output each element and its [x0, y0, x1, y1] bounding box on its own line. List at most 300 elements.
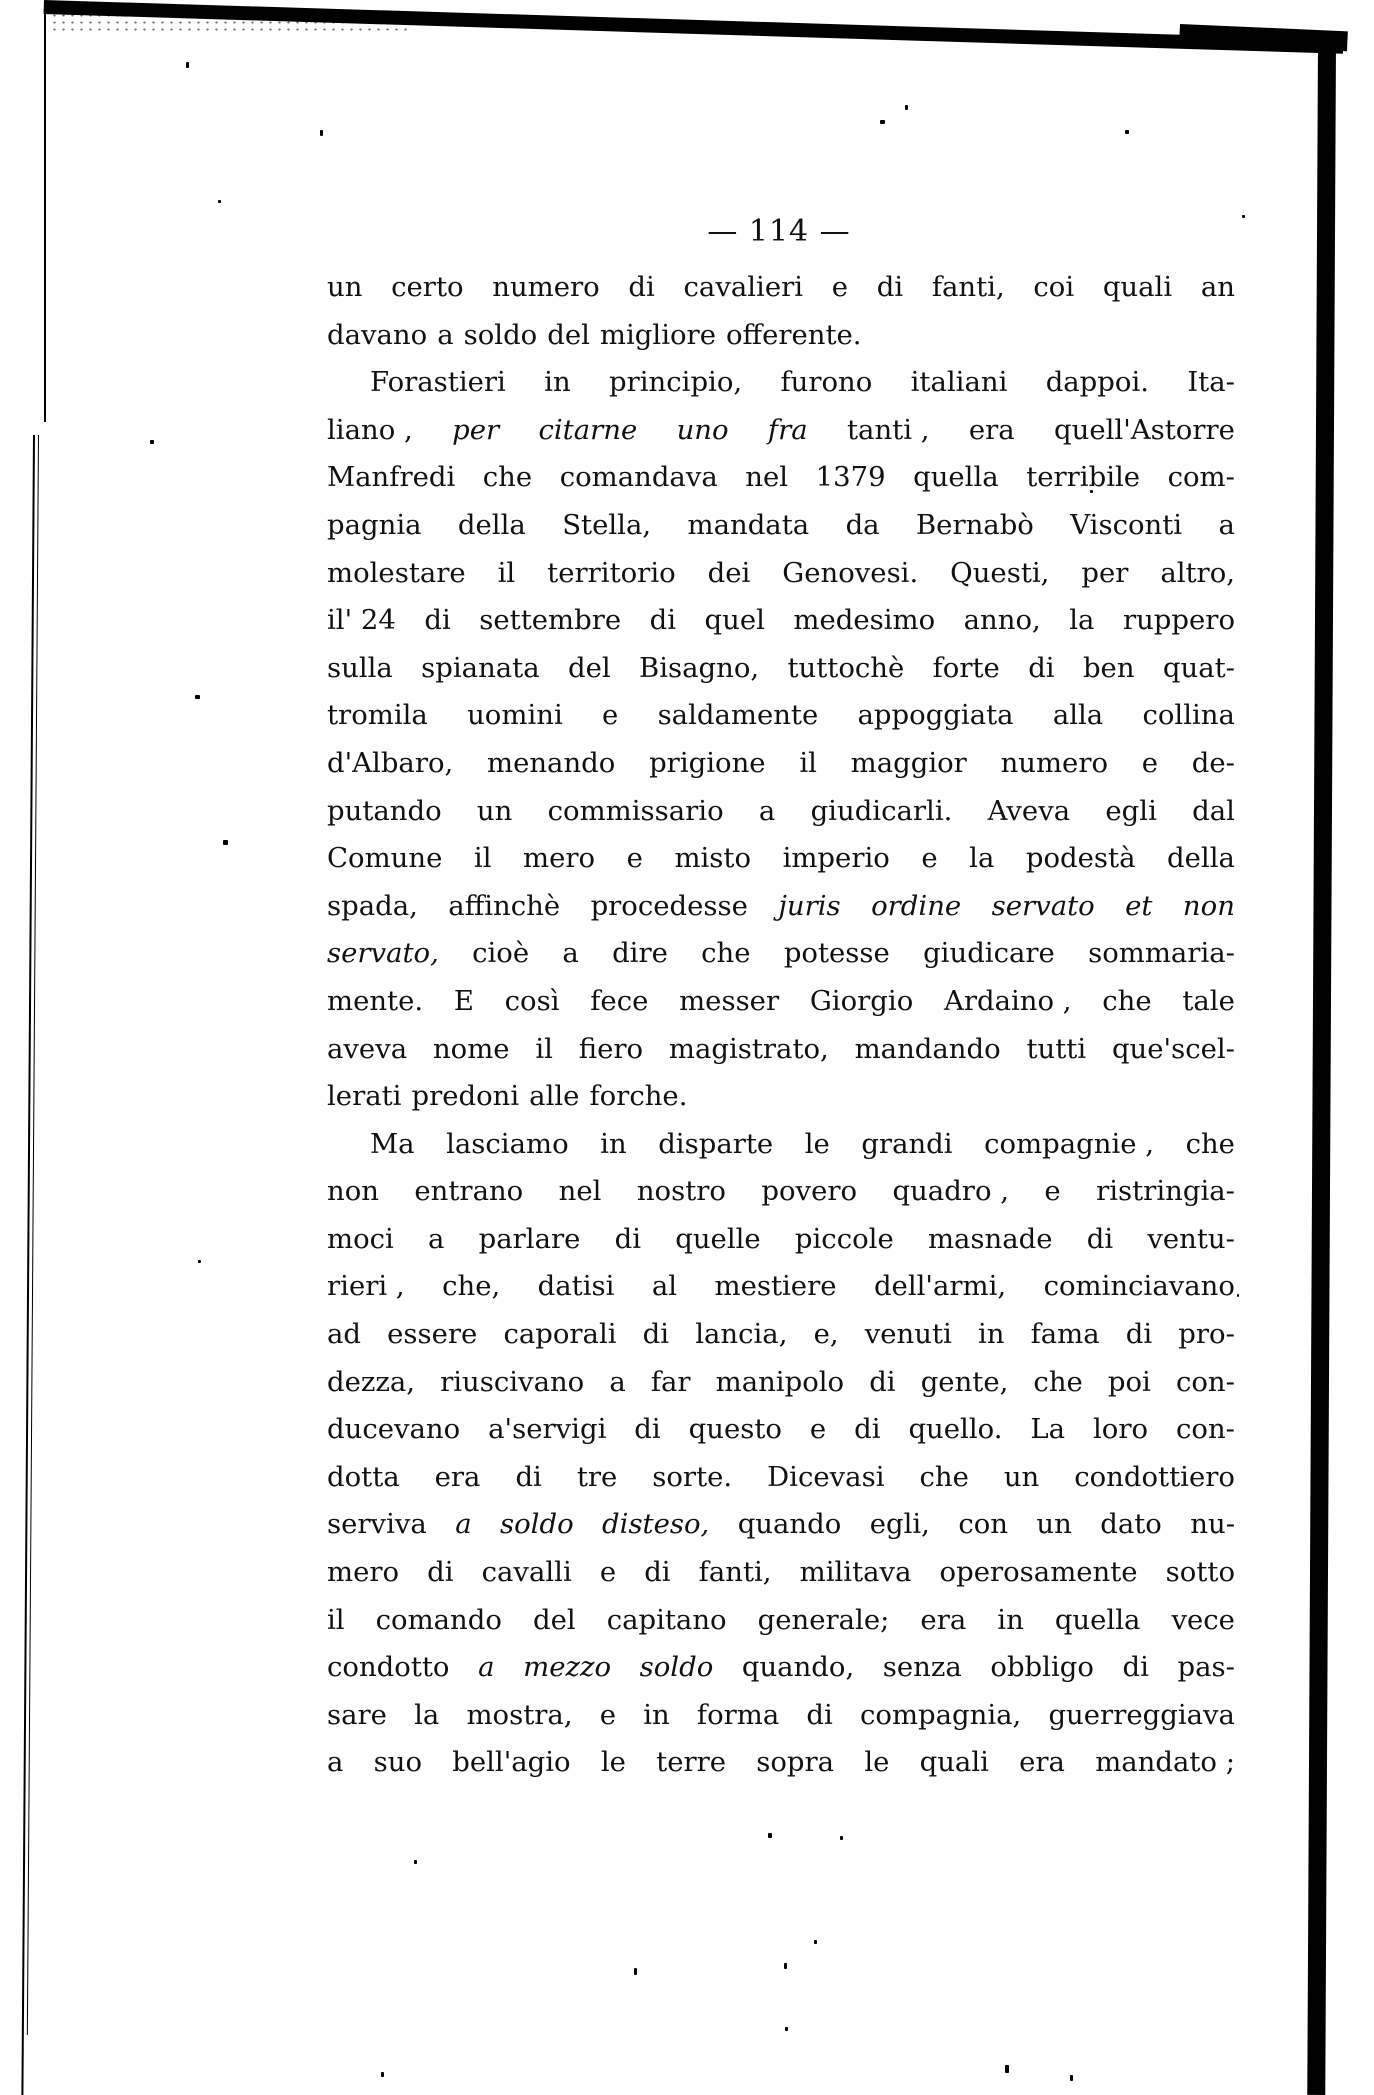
word: lancia,: [695, 1318, 788, 1351]
word: pas-: [1177, 1651, 1235, 1684]
text-line: [327, 454, 1235, 502]
word: cavalieri: [683, 271, 804, 303]
word: Visconti: [1070, 508, 1183, 541]
word: in: [997, 1603, 1024, 1636]
word: con-: [1175, 1365, 1235, 1398]
word: nostro: [636, 1175, 726, 1208]
word: mostra,: [466, 1698, 573, 1731]
word: tanti ,: [847, 413, 930, 446]
text-line: [327, 788, 1235, 836]
word: e: [809, 1413, 827, 1446]
word: com-: [1167, 461, 1235, 494]
word: tromila: [327, 699, 428, 732]
word: loro: [1093, 1413, 1149, 1446]
word: dato: [1100, 1508, 1162, 1541]
word: a: [455, 1508, 472, 1541]
word: di: [644, 1556, 671, 1589]
word: settembre: [479, 604, 622, 637]
word: che,: [442, 1270, 501, 1303]
word: disparte: [658, 1127, 774, 1160]
word: ad: [327, 1318, 361, 1351]
word: Genovesi.: [782, 556, 919, 589]
word: Ita-: [1187, 366, 1235, 399]
word: sotto: [1165, 1556, 1235, 1589]
word: commissario: [547, 794, 724, 827]
word: tuttochè: [787, 651, 905, 684]
word: servato,: [327, 937, 439, 970]
text-line: [327, 692, 1235, 740]
text-line: [327, 1026, 1235, 1074]
word: vece: [1171, 1603, 1235, 1636]
word: certo: [391, 271, 464, 303]
word: era: [1019, 1746, 1065, 1779]
word: disteso,: [602, 1508, 710, 1541]
word: a: [758, 794, 776, 827]
text-line: [327, 1739, 1235, 1787]
word: era: [968, 413, 1015, 446]
word: guerreggiava: [1048, 1698, 1235, 1731]
word: quel: [704, 604, 765, 637]
word: il: [473, 842, 492, 875]
word: quali: [1102, 271, 1173, 303]
scan-speck: [1237, 1294, 1239, 1297]
word: forche.: [589, 1080, 688, 1113]
scan-speck: [1005, 2065, 1009, 2073]
word: dei: [707, 556, 751, 589]
word: an: [1200, 271, 1235, 303]
word: Forastieri: [370, 366, 506, 399]
word: juris: [778, 889, 841, 922]
word: che: [1033, 1365, 1083, 1398]
text-line: [327, 1501, 1235, 1549]
scan-speck: [1075, 40, 1080, 45]
word: 1379: [815, 461, 886, 494]
text-line: [327, 550, 1235, 598]
word: generale;: [757, 1603, 890, 1636]
word: al: [651, 1270, 678, 1303]
word: di: [1122, 1651, 1149, 1684]
word: di: [628, 271, 655, 303]
word: fama: [1030, 1318, 1100, 1351]
word: il: [327, 1603, 345, 1636]
word: podestà: [1025, 842, 1136, 875]
word: altro,: [1160, 556, 1235, 589]
word: masnade: [927, 1222, 1053, 1255]
word: era: [920, 1603, 967, 1636]
word: sulla: [327, 651, 393, 684]
word: nu-: [1190, 1508, 1235, 1541]
word: mandando: [854, 1032, 1001, 1065]
scan-noise: [50, 12, 410, 32]
word: del: [547, 318, 590, 351]
word: che: [919, 1460, 969, 1493]
word: Bisagno,: [639, 651, 760, 684]
word: d'Albaro,: [327, 746, 454, 779]
word: soldo: [463, 318, 538, 351]
word: quando: [737, 1508, 842, 1541]
word: quat-: [1162, 651, 1235, 684]
word: liano ,: [327, 413, 413, 446]
word: Manfredi: [327, 461, 456, 494]
text-line: [327, 359, 1235, 407]
word: di: [806, 1698, 833, 1731]
word: la: [969, 842, 995, 875]
word: il: [497, 556, 516, 589]
word: mestiere: [714, 1270, 837, 1303]
word: per: [452, 413, 500, 446]
text-line: [327, 312, 1235, 360]
word: ducevano: [327, 1413, 461, 1446]
word: egli: [1105, 794, 1157, 827]
text-line: [327, 883, 1235, 931]
word: il: [799, 746, 817, 779]
word: sommaria-: [1088, 937, 1235, 970]
word: giudicarli.: [810, 794, 953, 827]
word: datisi: [537, 1270, 615, 1303]
word: dotta: [327, 1460, 400, 1493]
text-line: [327, 1073, 1235, 1121]
word: un: [1036, 1508, 1072, 1541]
word: ruppero: [1122, 604, 1235, 637]
word: rieri ,: [327, 1270, 405, 1303]
word: cavalli: [481, 1556, 572, 1589]
word: fanti,: [931, 271, 1005, 303]
word: e,: [813, 1318, 839, 1351]
word: in: [544, 366, 571, 399]
word: Dicevasi: [767, 1460, 885, 1493]
word: e: [599, 1556, 617, 1589]
text-line: [327, 978, 1235, 1026]
word: citarne: [538, 413, 638, 446]
word: comandava: [559, 461, 718, 494]
word: suo: [373, 1746, 423, 1779]
word: italiani: [910, 366, 1008, 399]
word: da: [845, 508, 880, 541]
word: il' 24: [327, 604, 396, 637]
word: La: [1030, 1413, 1066, 1446]
word: fanti,: [698, 1556, 772, 1589]
word: potesse: [783, 937, 890, 970]
word: collina: [1142, 699, 1235, 732]
word: parlare: [478, 1222, 581, 1255]
word: mente.: [327, 984, 424, 1017]
word: in: [600, 1127, 627, 1160]
word: cioè: [472, 937, 530, 970]
scan-speck: [784, 1963, 787, 1969]
text-line: [327, 1644, 1235, 1692]
word: territorio: [547, 556, 676, 589]
word: numero: [1000, 746, 1109, 779]
word: Giorgio: [809, 984, 914, 1017]
word: messer: [679, 984, 780, 1017]
word: che: [482, 461, 533, 494]
word: principio,: [609, 366, 743, 399]
word: procedesse: [590, 889, 748, 922]
text-line: [327, 1263, 1235, 1311]
word: moci: [327, 1222, 394, 1255]
scan-right-border: [1307, 44, 1336, 2095]
scan-speck: [223, 840, 228, 845]
word: e: [1044, 1175, 1061, 1208]
word: menando: [487, 746, 616, 779]
scan-speck: [768, 1833, 772, 1838]
word: povero: [761, 1175, 858, 1208]
word: con: [958, 1508, 1008, 1541]
word: del: [532, 1603, 576, 1636]
word: lerati: [327, 1080, 402, 1113]
word: tale: [1182, 984, 1235, 1017]
word: a: [1218, 508, 1235, 541]
word: manipolo: [715, 1365, 845, 1398]
word: sorte.: [652, 1460, 733, 1493]
word: lasciamo: [446, 1127, 569, 1160]
word: sare: [327, 1698, 387, 1731]
word: nel: [745, 461, 789, 494]
scan-speck: [880, 120, 885, 124]
word: e: [1141, 746, 1159, 779]
word: questo: [688, 1413, 782, 1446]
word: quell'Astorre: [1054, 413, 1235, 446]
word: a: [437, 318, 454, 351]
text-line: [327, 1692, 1235, 1740]
word: quali: [919, 1746, 989, 1779]
word: numero: [492, 271, 600, 303]
word: migliore: [599, 318, 716, 351]
word: la: [414, 1698, 440, 1731]
word: gente,: [920, 1365, 1009, 1398]
word: mezzo: [523, 1651, 612, 1684]
word: tutti: [1026, 1032, 1087, 1065]
word: le: [600, 1746, 626, 1779]
word: Comune: [327, 842, 443, 875]
word: Aveva: [987, 794, 1071, 827]
word: il: [535, 1032, 553, 1065]
scan-speck: [905, 105, 908, 110]
word: quadro ,: [892, 1175, 1009, 1208]
word: e: [626, 842, 643, 875]
word: mero: [523, 842, 596, 875]
word: Questi,: [950, 556, 1050, 589]
scan-speck: [186, 62, 189, 68]
word: non: [1182, 889, 1235, 922]
word: offerente.: [725, 318, 862, 351]
word: di: [424, 604, 451, 637]
word: servato: [991, 889, 1095, 922]
word: terribile: [1026, 461, 1141, 494]
word: militava: [799, 1556, 912, 1589]
text-line: [327, 1121, 1235, 1169]
text-line: [327, 1359, 1235, 1407]
word: ben: [1082, 651, 1135, 684]
word: fiero: [578, 1032, 644, 1065]
word: imperio: [782, 842, 890, 875]
word: spianata: [421, 651, 540, 684]
word: e: [831, 271, 849, 303]
word: di: [1028, 651, 1055, 684]
word: anno,: [963, 604, 1041, 637]
word: giudicare: [923, 937, 1055, 970]
scan-speck: [150, 440, 154, 444]
word: piccole: [794, 1222, 894, 1255]
word: mero: [327, 1556, 400, 1589]
word: compagnia,: [860, 1698, 1022, 1731]
word: che: [1185, 1127, 1235, 1160]
word: della: [457, 508, 526, 541]
word: quello.: [908, 1413, 1003, 1446]
word: predoni: [411, 1080, 520, 1113]
word: di: [427, 1556, 454, 1589]
word: quella: [1054, 1603, 1141, 1636]
word: E: [453, 984, 474, 1017]
word: a: [562, 937, 579, 970]
word: cominciavano: [1043, 1270, 1235, 1303]
scan-speck: [634, 1968, 637, 1975]
word: alla: [1052, 699, 1104, 732]
word: ristringia-: [1096, 1175, 1235, 1208]
word: et: [1125, 889, 1153, 922]
word: venuti: [864, 1318, 952, 1351]
word: della: [1167, 842, 1235, 875]
word: grandi: [861, 1127, 953, 1160]
word: a: [609, 1365, 626, 1398]
word: molestare: [327, 556, 466, 589]
word: Bernabò: [915, 508, 1034, 541]
text-line: [327, 597, 1235, 645]
word: senza: [882, 1651, 962, 1684]
word: forte: [932, 651, 1000, 684]
word: con-: [1176, 1413, 1235, 1446]
word: del: [567, 651, 611, 684]
text-line: [327, 1311, 1235, 1359]
text-line: [327, 1216, 1235, 1264]
word: uomini: [467, 699, 563, 732]
word: che: [701, 937, 751, 970]
scan-speck: [320, 130, 323, 136]
word: era: [434, 1460, 481, 1493]
word: un: [476, 794, 513, 827]
word: saldamente: [657, 699, 819, 732]
text-line: [327, 1406, 1235, 1454]
scan-speck: [198, 1260, 201, 1263]
word: in: [977, 1318, 1005, 1351]
word: di: [869, 1365, 896, 1398]
text-line: [327, 835, 1235, 883]
word: medesimo: [793, 604, 936, 637]
text-line: [327, 930, 1235, 978]
word: di: [642, 1318, 670, 1351]
word: appoggiata: [857, 699, 1014, 732]
word: furono: [780, 366, 873, 399]
word: quelle: [675, 1222, 761, 1255]
word: condotto: [327, 1651, 450, 1684]
word: di: [634, 1413, 661, 1446]
word: di: [614, 1222, 642, 1255]
word: non: [327, 1175, 379, 1208]
word: aveva: [327, 1032, 408, 1065]
word: dell'armi,: [873, 1270, 1007, 1303]
scan-speck: [414, 1860, 417, 1864]
text-line: [327, 1597, 1235, 1645]
word: magistrato,: [668, 1032, 829, 1065]
word: fece: [590, 984, 649, 1017]
word: operosamente: [939, 1556, 1138, 1589]
word: maggior: [850, 746, 967, 779]
scan-speck: [1125, 130, 1129, 134]
word: fra: [767, 413, 808, 446]
scan-speck: [785, 2027, 788, 2031]
word: serviva: [327, 1508, 427, 1541]
word: essere: [387, 1318, 478, 1351]
word: soldo: [639, 1651, 714, 1684]
word: Ma: [370, 1127, 415, 1160]
word: dire: [612, 937, 668, 970]
word: coi: [1033, 271, 1075, 303]
word: di: [876, 271, 904, 303]
word: sopra: [756, 1746, 835, 1779]
word: così: [504, 984, 560, 1017]
word: di: [1086, 1222, 1114, 1255]
word: mandata: [687, 508, 810, 541]
word: dappoi.: [1045, 366, 1149, 399]
text-line: [327, 502, 1235, 550]
word: spada,: [327, 889, 418, 922]
word: quando,: [741, 1651, 855, 1684]
word: di: [1125, 1318, 1153, 1351]
scan-left-edge: [44, 2, 46, 422]
word: obbligo: [990, 1651, 1094, 1684]
word: e: [602, 699, 619, 732]
word: que'scel-: [1111, 1032, 1235, 1065]
word: di: [649, 604, 677, 637]
word: putando: [327, 794, 442, 827]
word: caporali: [503, 1318, 617, 1351]
scan-speck: [840, 1836, 843, 1840]
text-line: [327, 740, 1235, 788]
text-line: [327, 264, 1235, 312]
word: dezza,: [327, 1365, 415, 1398]
word: di: [854, 1413, 881, 1446]
word: che: [1102, 984, 1152, 1017]
word: poi: [1107, 1365, 1151, 1398]
word: e: [599, 1698, 617, 1731]
word: mandato ;: [1095, 1746, 1235, 1779]
word: entrano: [414, 1175, 524, 1208]
word: le: [864, 1746, 890, 1779]
word: soldo: [500, 1508, 574, 1541]
word: a'servigi: [488, 1413, 607, 1446]
word: forma: [696, 1698, 780, 1731]
word: Ardaino ,: [943, 984, 1072, 1017]
word: per: [1081, 556, 1129, 589]
word: ventu-: [1147, 1222, 1235, 1255]
word: egli,: [869, 1508, 930, 1541]
scan-speck: [218, 200, 221, 203]
word: un: [327, 271, 363, 303]
word: a: [428, 1222, 445, 1255]
word: capitano: [606, 1603, 727, 1636]
word: quella: [913, 461, 999, 494]
text-line: [327, 407, 1235, 455]
word: bell'agio: [452, 1746, 571, 1779]
word: condottiero: [1074, 1460, 1235, 1493]
word: un: [1003, 1460, 1040, 1493]
word: a: [478, 1651, 495, 1684]
word: ordine: [871, 889, 962, 922]
scan-speck: [1070, 2075, 1073, 2081]
word: de-: [1191, 746, 1235, 779]
word: dal: [1192, 794, 1235, 827]
word: Stella,: [562, 508, 652, 541]
